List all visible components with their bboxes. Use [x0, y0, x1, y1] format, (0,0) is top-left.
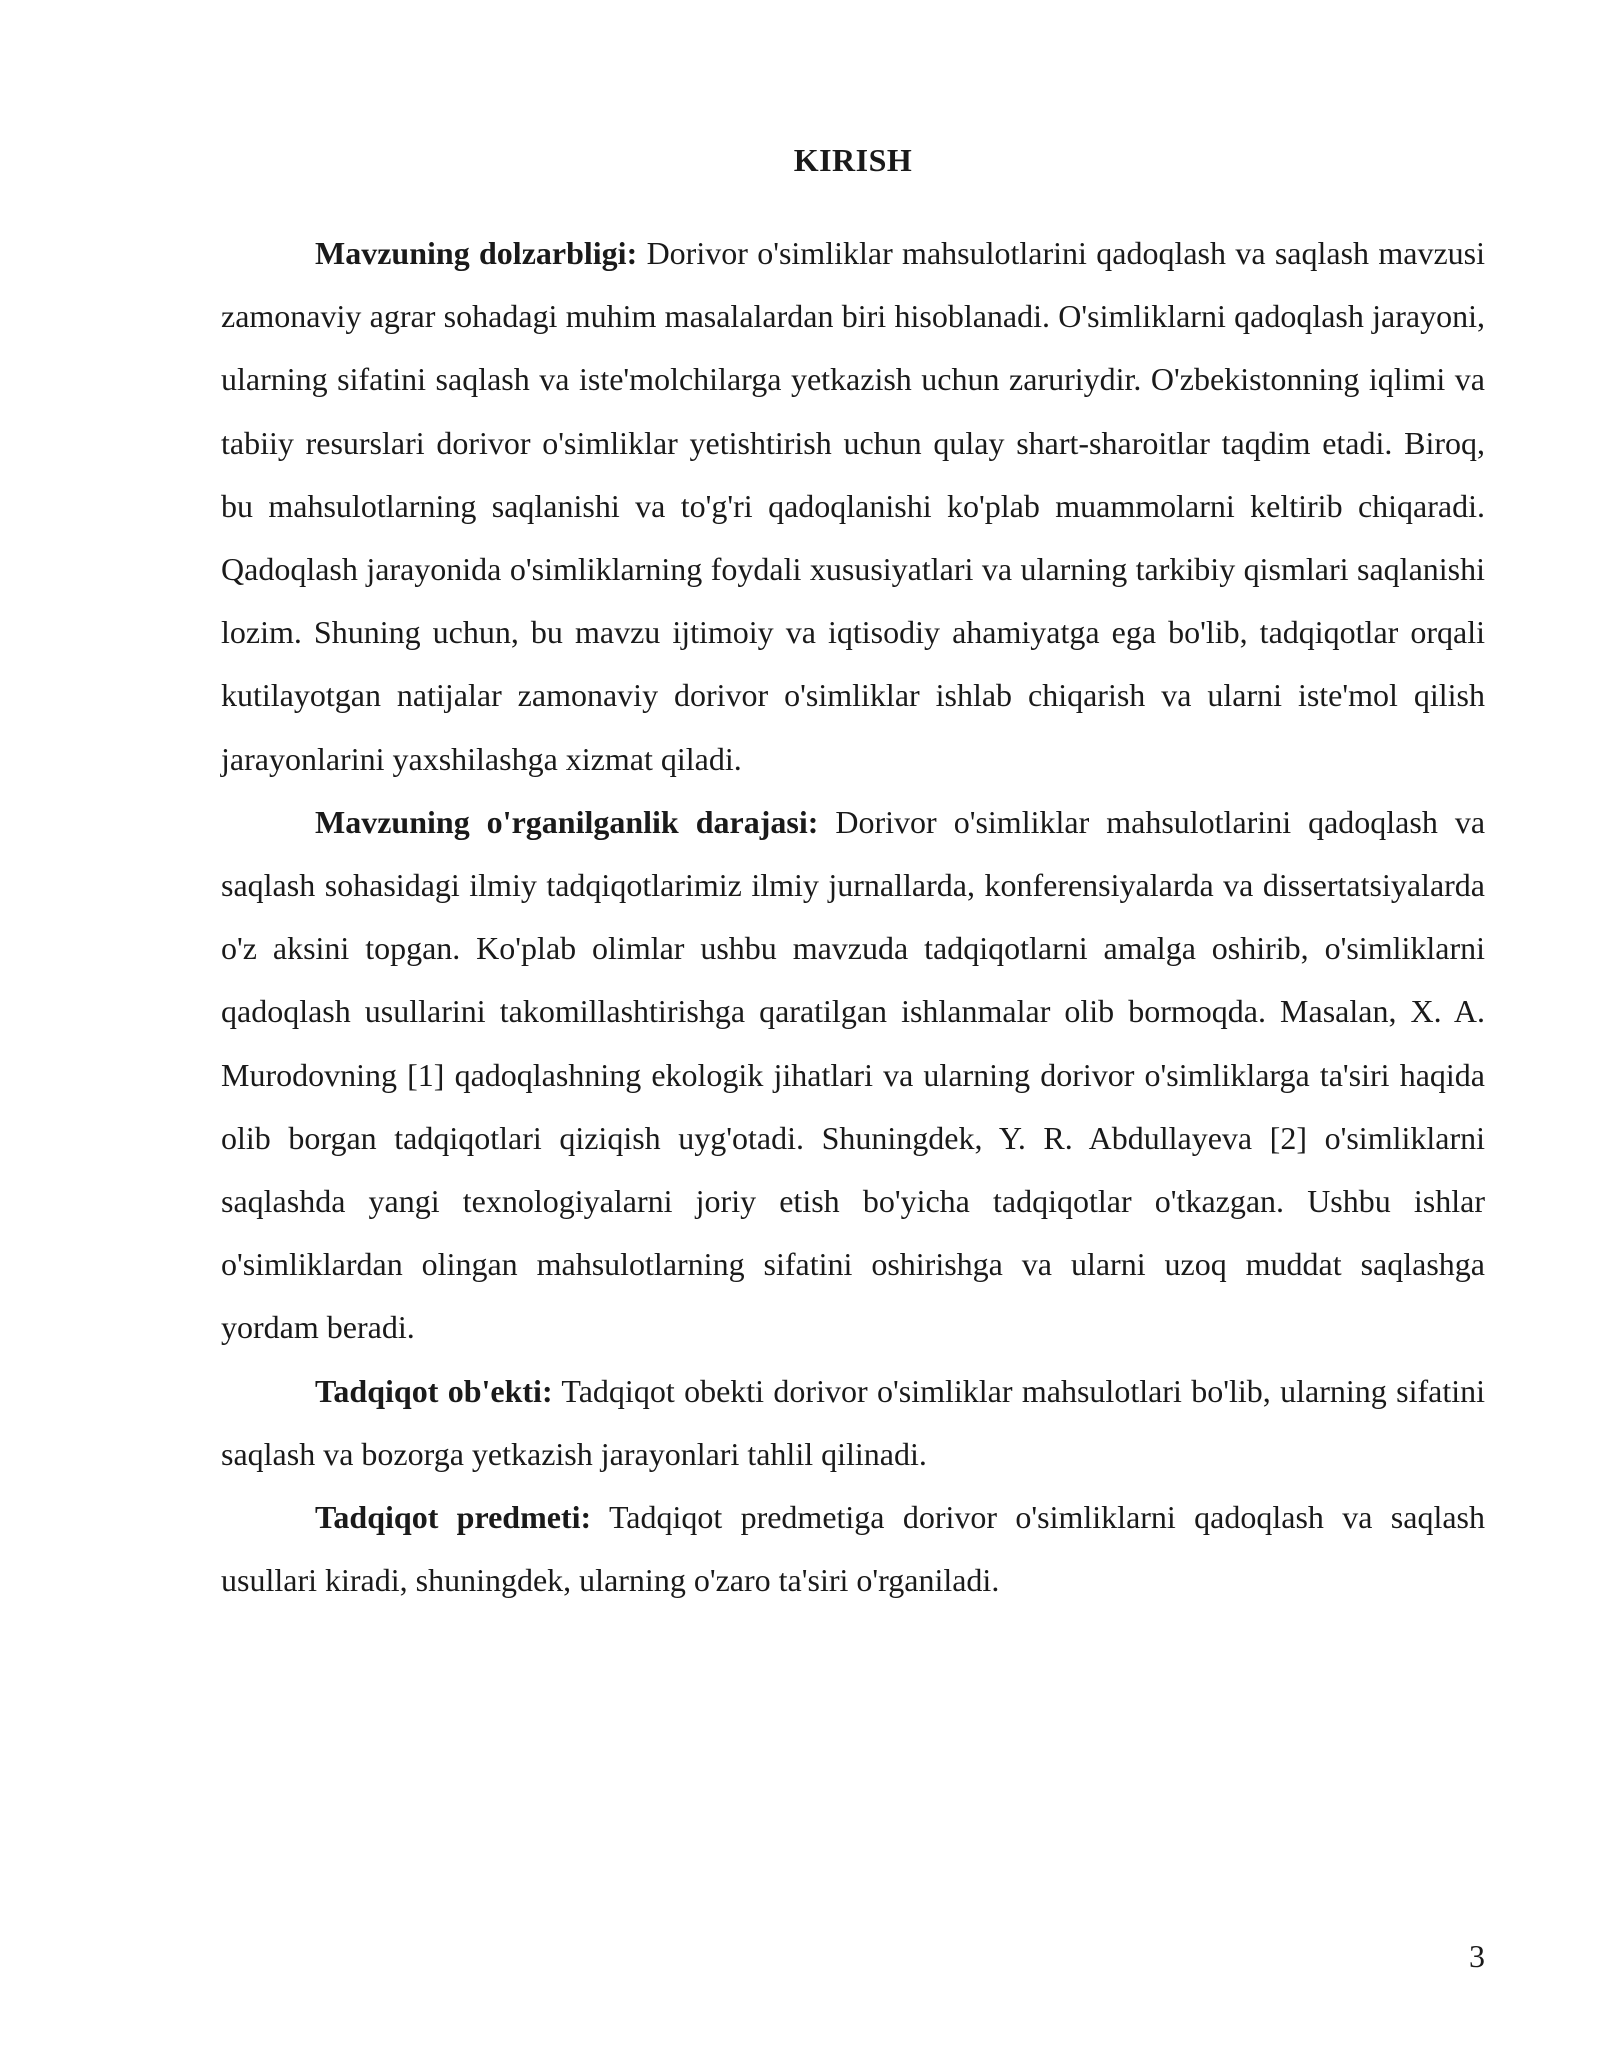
- paragraph-research-object: [221, 1360, 1485, 1486]
- page-body: [221, 140, 1485, 1612]
- paragraph-text: Dorivor o'simliklar mahsulotlarini qadoqlash va saqlash sohasidagi ilmiy tadqiqotlarimiz ilmiy jurnallarda, konferensiyalarda va dissertatsiyalarda o'z aksini topgan. Ko'plab olimlar ushbu mavzuda tadqiqotlarni amalga oshirib, o'simliklarni qadoqlash usullarini takomillashtirishga qaratilgan ishlanmalar olib bormoqda. Masalan, X. A. Murodovning [1] qadoqlashning ekologik jihatlari va ularning dorivor o'simliklarga ta'siri haqida olib borgan tadqiqotlari qiziqish uyg'otadi. Shuningdek, Y. R. Abdullayeva [2] o'simliklarni saqlashda yangi texnologiyalarni joriy etish bo'yicha tadqiqotlar o'tkazgan. Ushbu ishlar o'simliklardan olingan mahsulotlarning sifatini oshirishga va ularni uzoq muddat saqlashga yordam beradi.: [221, 803, 1486, 1346]
- paragraph-lead: Mavzuning dolzarbligi:: [315, 235, 638, 271]
- paragraph-text: Dorivor o'simliklar mahsulotlarini qadoqlash va saqlash mavzusi zamonaviy agrar sohadagi muhim masalalardan biri hisoblanadi. O'simliklarni qadoqlash jarayoni, ularning sifatini saqlash va iste'molchilarga yetkazish uchun zaruriydir. O'zbekistonning iqlimi va tabiiy resurslari dorivor o'simliklar yetishtirish uchun qulay shart-sharoitlar taqdim etadi. Biroq, bu mahsulotlarning saqlanishi va to'g'ri qadoqlanishi ko'plab muammolarni keltirib chiqaradi. Qadoqlash jarayonida o'simliklarning foydali xususiyatlari va ularning tarkibiy qismlari saqlanishi lozim. Shuning uchun, bu mavzu ijtimoiy va iqtisodiy ahamiyatga ega bo'lib, tadqiqotlar orqali kutilayotgan natijalar zamonaviy dorivor o'simliklar ishlab chiqarish va ularni iste'mol qilish jarayonlarini yaxshilashga xizmat qiladi.: [221, 235, 1486, 777]
- paragraph-relevance: [221, 222, 1485, 791]
- page-number: 3: [1469, 1938, 1485, 1974]
- paragraph-research-subject: [221, 1486, 1485, 1612]
- paragraph-lead: Mavzuning o'rganilganlik darajasi:: [315, 803, 819, 840]
- paragraph-lead: Tadqiqot ob'ekti:: [315, 1372, 553, 1409]
- paragraph-study-level: [221, 791, 1485, 1360]
- paragraph-lead: Tadqiqot predmeti:: [315, 1499, 592, 1536]
- paragraph-text: Tadqiqot predmetiga dorivor o'simliklarni qadoqlash va saqlash usullari kiradi, shuningdek, ularning o'zaro ta'siri o'rganiladi.: [221, 1499, 1486, 1599]
- section-heading: KIRISH: [793, 142, 913, 178]
- paragraph-text: Tadqiqot obekti dorivor o'simliklar mahsulotlari bo'lib, ularning sifatini saqlash va bozorga yetkazish jarayonlari tahlil qilinadi.: [221, 1372, 1486, 1472]
